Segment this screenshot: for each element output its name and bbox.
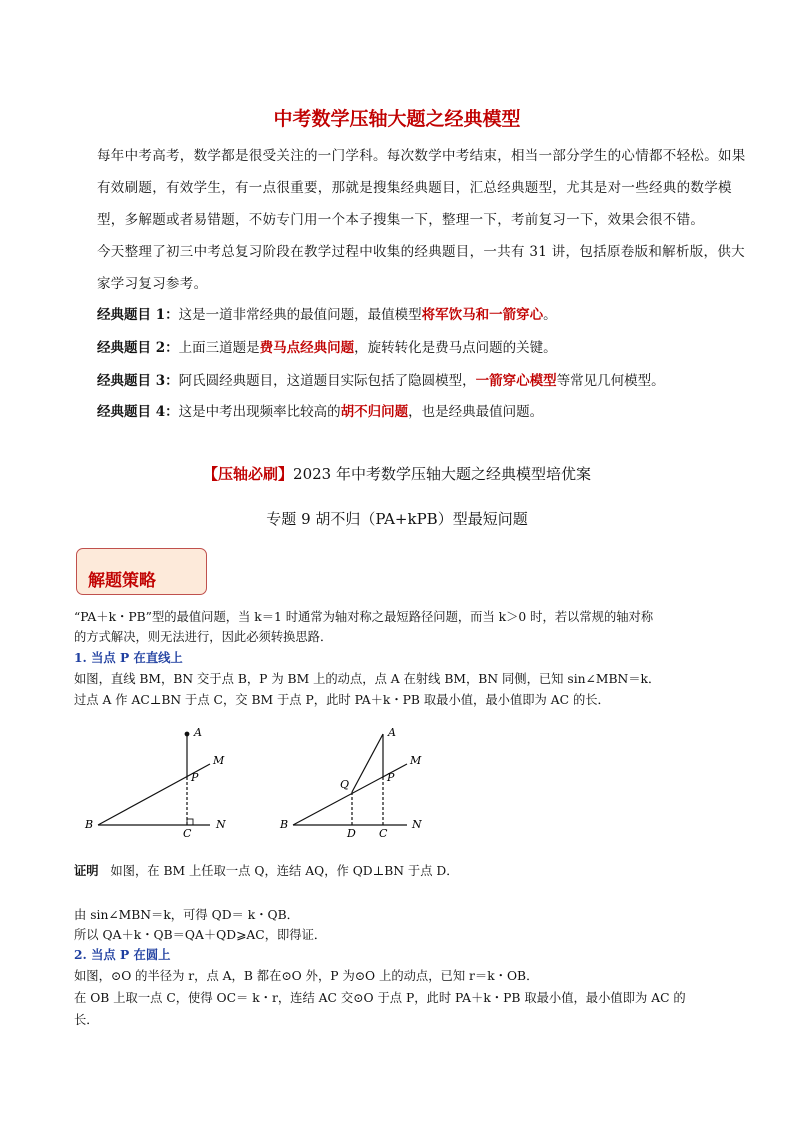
label-b: B: [85, 818, 94, 831]
classic-item-4: [97, 400, 543, 420]
item-highlight: 将军饮马和一箭穿心: [421, 307, 544, 323]
item-text: 上面三道题是: [178, 340, 260, 356]
item-text-end: 等常见几何模型。: [556, 373, 665, 389]
item-highlight: 胡不归问题: [340, 404, 409, 420]
item-text-end: ，旋转转化是费马点问题的关键。: [354, 340, 557, 356]
label-a-2: A: [388, 726, 396, 739]
label-a: A: [194, 726, 202, 739]
case-1-line-1: 如图，直线 BM，BN 交于点 B，P 为 BM 上的动点，点 A 在射线 BM，BN 同侧，已知 sin∠MBN＝k．: [74, 672, 661, 686]
label-n-2: N: [412, 818, 422, 831]
case-1-heading: 1. 当点 P 在直线上: [74, 650, 183, 665]
classic-item-1: [97, 303, 557, 323]
label-m-2: M: [410, 754, 422, 767]
label-d: D: [347, 827, 356, 840]
body-intro-line-2: 的方式解决，则无法进行，因此必须转换思路．: [74, 630, 333, 644]
proof-line-2: 由 sin∠MBN＝k，可得 QD＝ k・QB．: [74, 908, 299, 922]
section-subtitle: [0, 463, 794, 484]
body-intro-line-1: “PA＋k・PB”型的最值问题，当 k＝1 时通常为轴对称之最短路径问题，而当 k＞0 时，若以常规的轴对称: [74, 610, 654, 624]
proof-label: 证明: [74, 863, 99, 878]
label-b-2: B: [280, 818, 289, 831]
item-label: 经典题目 4：: [97, 404, 179, 420]
case-2-line-2: 在 OB 上取一点 C，使得 OC＝ k・r，连结 AC 交⊙O 于点 P，此时 PA＋k・PB 取最小值，最小值即为 AC 的: [74, 991, 686, 1005]
item-label: 经典题目 3：: [97, 373, 179, 389]
item-text: 阿氏圆经典题目，这道题目实际包括了隐圆模型，: [178, 373, 476, 389]
classic-item-2: [97, 336, 557, 356]
label-c-2: C: [379, 827, 388, 840]
intro-paragraph-1: 每年中考高考，数学都是很受关注的一门学科。每次数学中考结束，相当一部分学生的心情都不轻松。如果有效刷题，有效学生，有一点很重要，那就是搜集经典题目，汇总经典题型，尤其是对一些经典的数学模型，多解题或者易错题，不妨专门用一个本子搜集一下，整理一下，考前复习一下，效果会很不错。: [97, 148, 746, 228]
label-n: N: [216, 818, 226, 831]
intro-paragraph-2-text: 今天整理了初三中考总复习阶段在教学过程中收集的经典题目，一共有 31 讲，包括原卷版和解析版，供大家学习复习参考。: [97, 244, 745, 292]
point-a: [185, 732, 189, 736]
item-text: 这是中考出现频率比较高的: [178, 404, 341, 420]
label-q: Q: [340, 778, 350, 791]
topic-title: 专题 9 胡不归（PA+kPB）型最短问题: [266, 510, 528, 528]
item-highlight: 费马点经典问题: [259, 340, 355, 356]
item-text: 这是一道非常经典的最值问题，最值模型: [178, 307, 422, 323]
label-p-2: P: [387, 771, 395, 784]
case-1-line-2: 过点 A 作 AC⊥BN 于点 C，交 BM 于点 P，此时 PA＋k・PB 取最小值，最小值即为 AC 的长．: [74, 693, 610, 707]
geometry-figures: [70, 720, 470, 845]
case-2-line-3: 长．: [74, 1013, 99, 1027]
item-text-end: 。: [543, 307, 557, 323]
case-2-heading: 2. 当点 P 在圆上: [74, 947, 171, 962]
proof-text-1: 如图，在 BM 上任取一点 Q，连结 AQ，作 QD⊥BN 于点 D．: [110, 864, 459, 878]
subtitle-text: 2023 年中考数学压轴大题之经典模型培优案: [293, 465, 591, 483]
label-c: C: [183, 827, 192, 840]
item-label: 经典题目 2：: [97, 340, 179, 356]
item-text-end: ，也是经典最值问题。: [408, 404, 544, 420]
strategy-heading: 解题策略: [88, 571, 156, 591]
item-highlight: 一箭穿心模型: [475, 373, 557, 389]
intro-paragraph-2: [70, 236, 750, 300]
subtitle-bracket: 【压轴必刷】: [203, 465, 294, 483]
proof-line-1: [74, 861, 754, 879]
segment-aq: [352, 734, 383, 792]
page-title: 中考数学压轴大题之经典模型: [273, 108, 521, 130]
classic-item-3: [97, 369, 665, 389]
label-p: P: [191, 771, 199, 784]
right-angle-mark: [187, 819, 193, 825]
proof-line-3: 所以 QA＋k・QB＝QA＋QD⩾AC，即得证．: [74, 928, 327, 942]
item-label: 经典题目 1：: [97, 307, 179, 323]
label-m: M: [213, 754, 225, 767]
case-2-line-1: 如图，⊙O 的半径为 r，点 A，B 都在⊙O 外，P 为⊙O 上的动点，已知 r＝k・OB．: [74, 969, 539, 983]
